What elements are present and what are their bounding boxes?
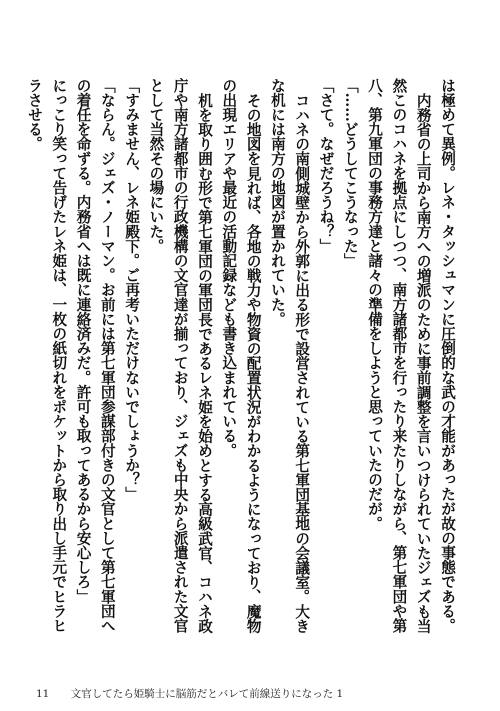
paragraph: は極めて異例。レネ・タッシュマンに圧倒的な武の才能があったが故の事態である。 — [439, 78, 456, 633]
dialogue-line: 「ならん。ジェズ・ノーマン。お前には第七軍団参謀部付きの文官として第七軍団への着任を命ずる。内務省へは既に連絡済みだ。許可も取ってあるから安心しろ」 — [74, 78, 116, 633]
dialogue-line: 「さて。なぜだろうね？」 — [317, 78, 335, 254]
paragraph: その地図を見れば、各地の戦力や物資の配置状況がわかるようになっており、魔物の出現エリアや最近の活動記録なども書き込まれている。 — [220, 78, 262, 633]
paragraph: コハネの南側城壁から外郭に出る形で設営されている第七軍団基地の会議室。大きな机には南方の地図が置かれていた。 — [268, 78, 311, 633]
page-footer — [36, 686, 343, 701]
paragraph: 机を取り囲む形で第七軍団の軍団長であるレネ姫を始めとする高級武官、コハネ政庁や南方諸都市の行政機構の文官達が揃っており、ジェズも中央から派遣された文官として当然その場にいた。 — [147, 78, 214, 633]
vertical-text-body — [22, 78, 459, 638]
book-title: 文官してたら姫騎士に脳筋だとバレて前線送りになった 1 — [70, 688, 344, 700]
paragraph: 内務省の上司から南方への増派のために事前調整を言いつけられていたジェズも当然このコハネを拠点にしつつ、南方諸都市を行ったり来たりしながら、第七軍団や第八、第九軍団の事務方達と諸々の準備をしようと思っていたのだが。 — [366, 78, 432, 633]
dialogue-line: 「……どうしてこうなった」 — [341, 78, 359, 268]
dialogue-line: 「すみません、レネ姫殿下。ご再考いただけないでしょうか？」 — [123, 78, 141, 502]
page-number: 11 — [36, 688, 50, 700]
paragraph: にっこり笑って告げたレネ姫は、一枚の紙切れをポケットから取り出し手元でヒラヒラさせる。 — [25, 78, 68, 633]
